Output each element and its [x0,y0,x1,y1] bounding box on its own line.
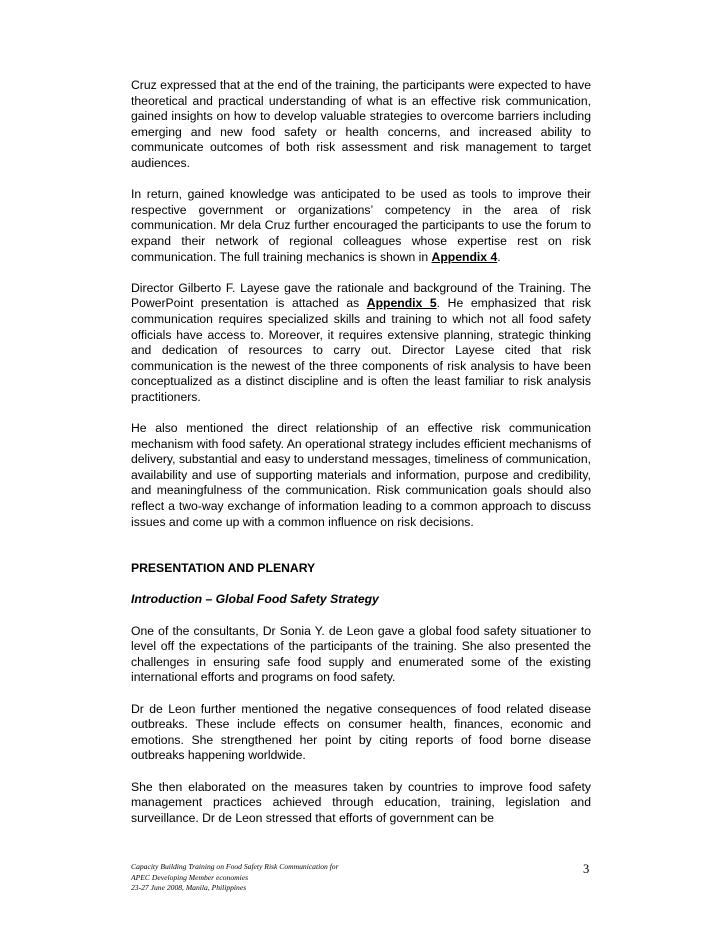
paragraph-training-expectations: Cruz expressed that at the end of the training, the participants were expected to have theoretical and practical understanding of what is an effective risk communication, gained insights on how to develop valuable strategies to overcome barriers including emerging and new food safety or health concerns, and increased ability to communicate outcomes of both risk assessment and risk management to target audiences. [131,78,591,170]
footer-line-title: Capacity Building Training on Food Safety Risk Communication for [131,862,339,871]
footer-line-date: 23-27 June 2008, Manila, Philippines [131,883,247,892]
paragraph-text: Director Gilberto F. Layese gave the rationale and background of the Training. The PowerPoint presentation is attached as [131,280,591,311]
page-number: 3 [583,862,590,876]
paragraph-text-end: . [497,249,501,264]
paragraph-measures: She then elaborated on the measures taken by countries to improve food safety management practices achieved through education, training, legislation and surveillance. Dr de Leon stressed that efforts of government can be [131,779,591,825]
document-body [131,78,591,842]
section-heading: PRESENTATION AND PLENARY [131,561,316,576]
paragraph-text: In return, gained knowledge was anticipated to be used as tools to improve their respective government or organizations’ competency in the area of risk communication. Mr dela Cruz further encouraged the participants to use the forum to expand their network of regional colleagues whose expertise rest on risk communication. The full training mechanics is shown in [131,187,591,264]
paragraph-situationer: One of the consultants, Dr Sonia Y. de Leon gave a global food safety situationer to level off the expectations of the participants of the training. She also presented the challenges in ensuring safe food supply and enumerated some of the existing international efforts and programs on food safety. [131,623,591,685]
paragraph-gained-knowledge [131,187,591,265]
paragraph-text-end: . He emphasized that risk communication requires specialized skills and training to which not all food safety officials have access to. Moreover, it requires extensive planning, strategic thinking and dedication of resources to carry out. Director Layese cited that risk communication is the newest of the three components of risk analysis to have been conceptualized as a distinct discipline and is often the least familiar to risk analysis practitioners. [131,296,591,404]
paragraph-consequences: Dr de Leon further mentioned the negative consequences of food related disease outbreaks. These include effects on consumer health, finances, economic and emotions. She strengthened her point by citing reports of food borne disease outbreaks happening worldwide. [131,701,591,763]
appendix-5-link[interactable]: Appendix 5 [366,296,437,311]
page-footer [131,862,591,894]
sub-heading: Introduction – Global Food Safety Strategy [131,592,379,607]
paragraph-director-layese [131,281,591,406]
paragraph-relationship: He also mentioned the direct relationship of an effective risk communication mechanism with food safety. An operational strategy includes efficient mechanisms of delivery, substantial and easy to understand messages, timeliness of communication, availability and use of supporting materials and information, purpose and credibility, and meaningfulness of the communication. Risk communication goals should also reflect a two-way exchange of information leading to a common approach to discuss issues and come up with a common influence on risk decisions. [131,421,591,529]
appendix-4-link[interactable]: Appendix 4 [431,249,498,264]
footer-line-audience: APEC Developing Member economies [131,872,249,882]
